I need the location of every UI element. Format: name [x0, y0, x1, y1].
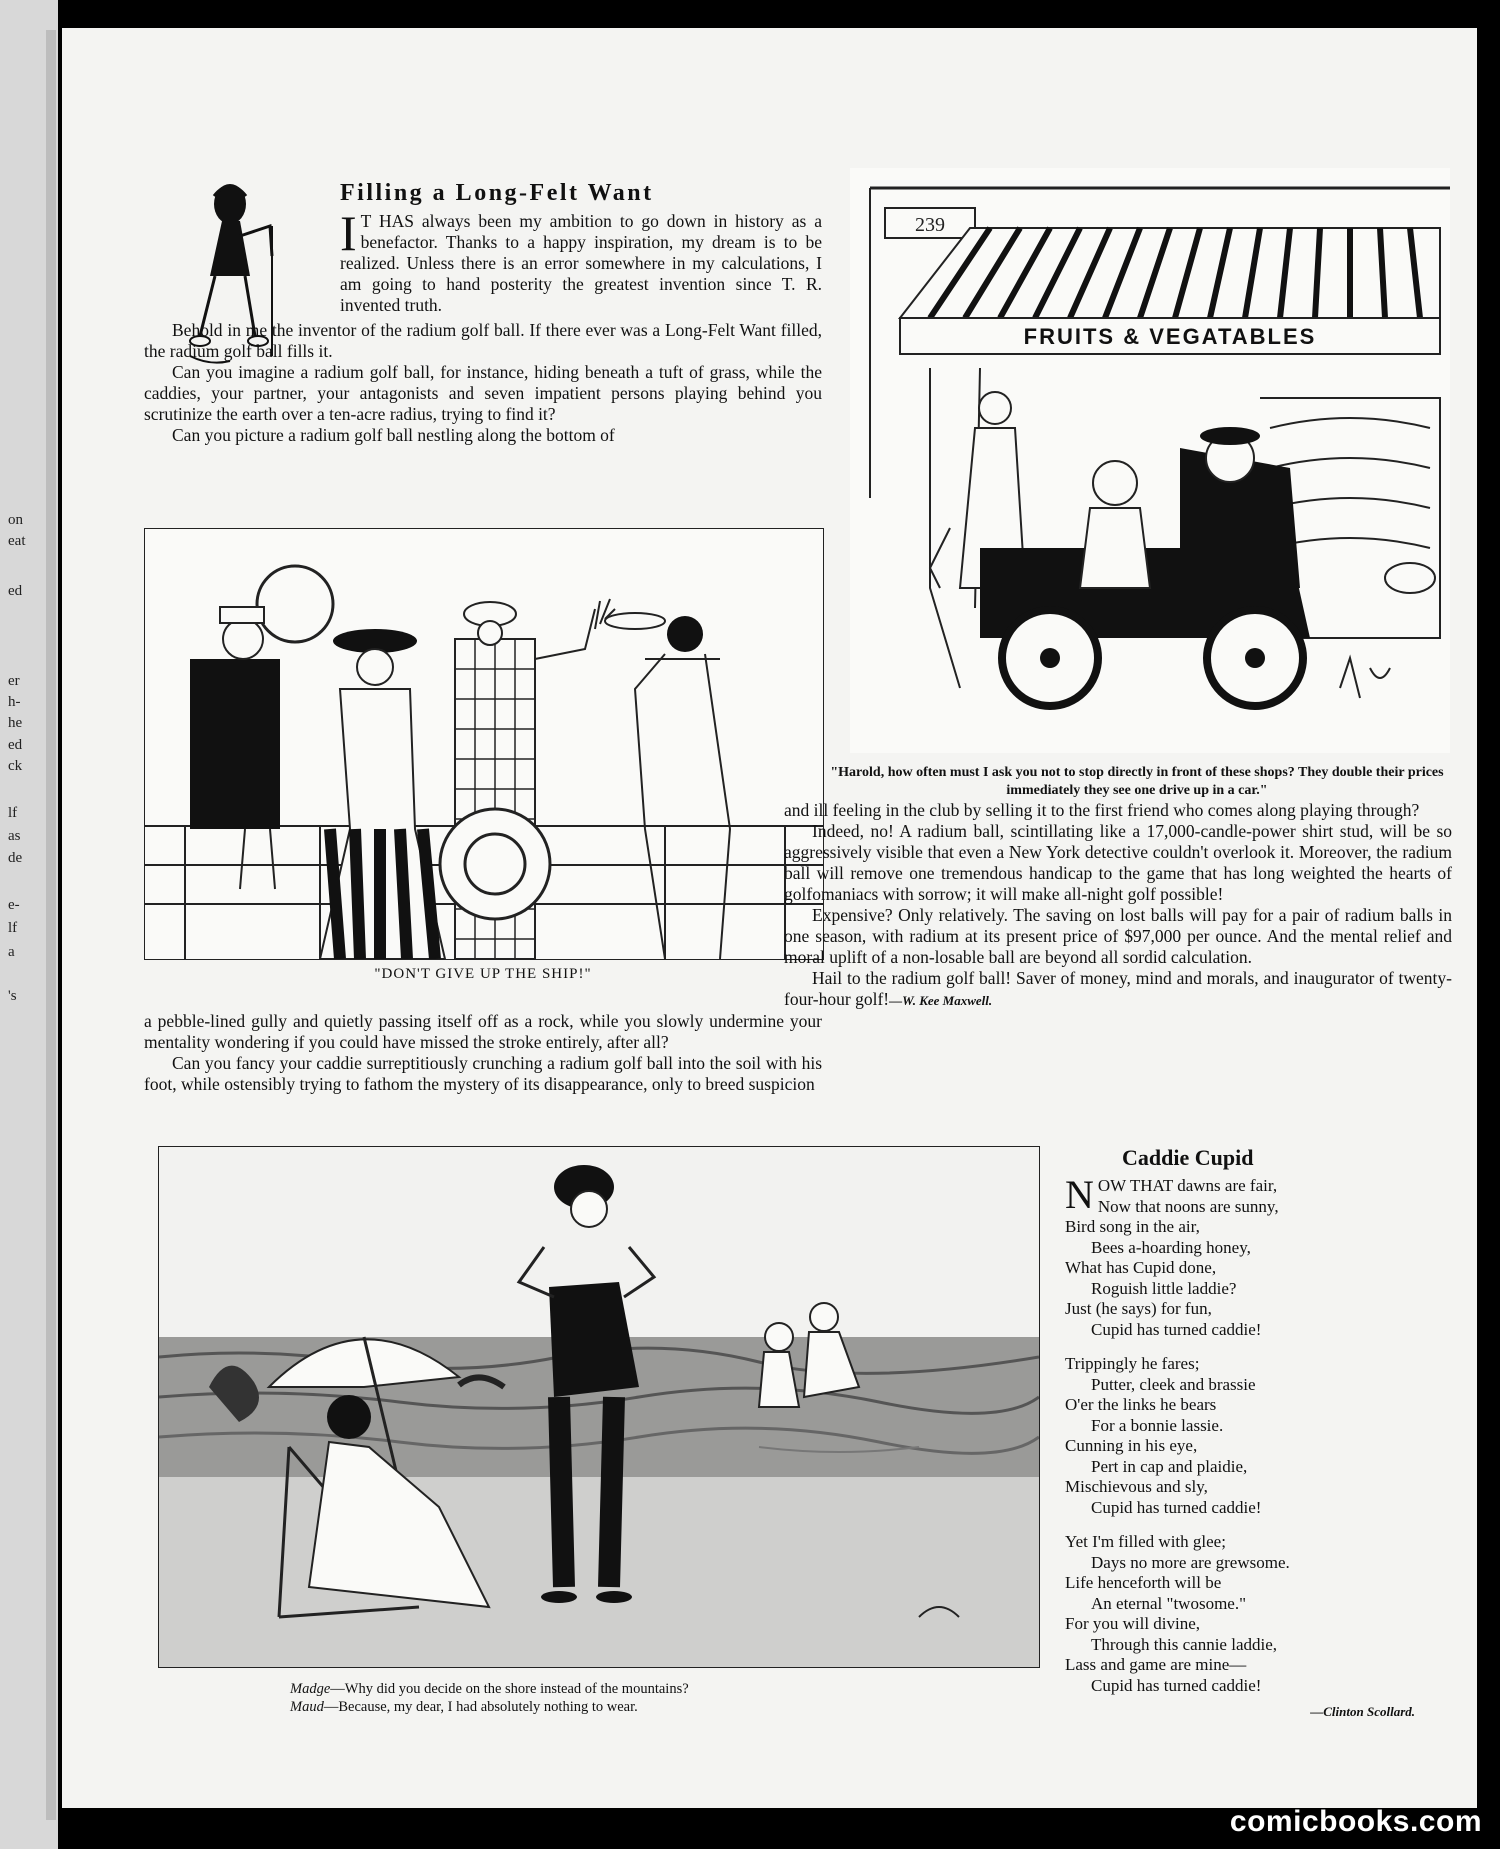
paragraph: and ill feeling in the club by selling it to the first friend who comes along playing through?: [784, 800, 1420, 820]
caption-line: [290, 1680, 1010, 1698]
fragment: de: [8, 850, 23, 866]
shop-sign: FRUITS & VEGATABLES: [1023, 324, 1317, 349]
poem-line: Cunning in his eye,: [1065, 1436, 1198, 1455]
poem-line: Pert in cap and plaidie,: [1091, 1456, 1248, 1476]
shop-number: 239: [915, 214, 945, 236]
fragment: a: [8, 944, 15, 960]
poem-line: For a bonnie lassie.: [1091, 1415, 1224, 1435]
poem-line: Cupid has turned caddie!: [1091, 1675, 1262, 1695]
paragraph: Behold in me the inventor of the radium golf ball. If there ever was a Long-Felt Want filled, the radium golf ball fills it.: [144, 320, 822, 361]
car-cartoon-caption: "Harold, how often must I ask you not to stop directly in front of these shops? They double their prices immediately they see one drive up in a car.": [830, 765, 1444, 798]
poem-line: Yet I'm filled with glee;: [1065, 1532, 1226, 1551]
poem-line: Lass and game are mine—: [1065, 1655, 1247, 1674]
poem-line: What has Cupid done,: [1065, 1258, 1217, 1277]
fragment: ed: [8, 583, 23, 599]
poem-line: Roguish little laddie?: [1091, 1278, 1237, 1298]
poem-line: Bees a-hoarding honey,: [1091, 1237, 1251, 1257]
poem-line: Life henceforth will be: [1065, 1573, 1222, 1592]
poem: [1065, 1172, 1435, 1723]
poem-line: An eternal "twosome.": [1091, 1593, 1247, 1613]
article-column-2: [784, 800, 1452, 1011]
poem-credit: —Clinton Scollard.: [1310, 1704, 1415, 1719]
article-column-1-bottom: [144, 1011, 822, 1095]
fragment: h-: [8, 694, 21, 710]
ship-cartoon: [144, 528, 824, 960]
poem-stanza-3: [1065, 1532, 1435, 1696]
poem-stanza-1: [1065, 1172, 1435, 1340]
poem-line: Just (he says) for fun,: [1065, 1299, 1212, 1318]
caption-text: —Why did you decide on the shore instead of the mountains?: [330, 1681, 689, 1697]
poem-line: Putter, cleek and brassie: [1091, 1374, 1256, 1394]
fragment: as: [8, 828, 21, 844]
poem-line: Days no more are grewsome.: [1091, 1552, 1290, 1572]
caption-line: [290, 1698, 1010, 1716]
closing-text: Hail to the radium golf ball! Saver of money, mind and morals, and inaugurator of twenty-four-hour golf!: [784, 968, 1452, 1009]
fragment: er: [8, 673, 20, 689]
fragment: lf: [8, 920, 18, 936]
paragraph: a pebble-lined gully and quietly passing itself off as a rock, while you slowly undermine your mentality wondering if you could have missed the stroke entirely, after all?: [144, 1011, 822, 1052]
speaker-name: Madge: [290, 1681, 331, 1697]
paragraph: T HAS always been my ambition to go down in history as a benefactor. Thanks to a happy inspiration, my dream is to be realized. Unless there is an error somewhere in my calculations, I am going to hand posterity the greatest invention since T. R. invented truth.: [340, 211, 822, 315]
poem-title: Caddie Cupid: [1122, 1145, 1254, 1170]
ship-deck-illustration: [145, 529, 823, 959]
drop-cap: I: [340, 205, 357, 261]
poem-line: O'er the links he bears: [1065, 1395, 1217, 1414]
fragment: ed: [8, 737, 23, 753]
grocery-car-illustration: [850, 168, 1450, 753]
poem-drop-cap: N: [1065, 1172, 1094, 1217]
paragraph: Indeed, no! A radium ball, scintillating like a 17,000-candle-power shirt stud, will be so aggressively visible that even a New York detective couldn't overlook it. Moreover, the radium ball will remove one tremendous handicap to the game that has long weighted the hearts of golfomaniacs with sorrow; it will make all-night golf possible!: [784, 821, 1452, 904]
poem-line: Now that noons are sunny,: [1097, 1196, 1279, 1216]
beach-illustration: [159, 1147, 1039, 1667]
magazine-page: [62, 28, 1477, 1808]
ship-cartoon-caption: "DON'T GIVE UP THE SHIP!": [374, 966, 592, 982]
paragraph: [784, 968, 1452, 1011]
poem-line: Through this cannie laddie,: [1091, 1634, 1278, 1654]
article-title: Filling a Long-Felt Want: [340, 180, 654, 206]
article-credit: —W. Kee Maxwell.: [889, 993, 993, 1008]
intro-first-paragraph: [340, 205, 822, 316]
fragment: 's: [8, 988, 17, 1004]
paragraph: Expensive? Only relatively. The saving on lost balls will pay for a pair of radium balls in one season, with radium at its present price of $97,000 per ounce. And the mental relief and moral uplift of a non-losable ball are beyond all sordid calculation.: [784, 905, 1452, 967]
fragment: he: [8, 715, 23, 731]
speaker-name: Maud: [290, 1699, 324, 1715]
car-cartoon: [850, 168, 1450, 753]
fragment: ck: [8, 758, 23, 774]
beach-cartoon: [158, 1146, 1040, 1668]
paragraph: Can you imagine a radium golf ball, for instance, hiding beneath a tuft of grass, while the caddies, your partner, your antagonists and seven impatient persons playing behind you scrutinize the earth over a ten-acre radius, trying to find it?: [144, 362, 822, 424]
poem-line: OW THAT dawns are fair,: [1097, 1176, 1278, 1195]
fragment: lf: [8, 805, 18, 821]
beach-cartoon-caption: [290, 1680, 1010, 1716]
poem-stanza-2: [1065, 1354, 1435, 1518]
watermark-text: comicbooks.com: [1229, 1805, 1482, 1838]
fragment: e-: [8, 897, 20, 913]
fragment: eat: [8, 533, 26, 549]
fragment: on: [8, 512, 23, 528]
article-intro: [144, 205, 822, 446]
poem-line: For you will divine,: [1065, 1614, 1201, 1633]
poem-line: Cupid has turned caddie!: [1091, 1497, 1262, 1517]
page-gutter: [46, 30, 56, 1820]
poem-line: Mischievous and sly,: [1065, 1477, 1208, 1496]
poem-line: Bird song in the air,: [1065, 1217, 1200, 1236]
poem-line: Cupid has turned caddie!: [1091, 1319, 1262, 1339]
paragraph: Can you picture a radium golf ball nestling along the bottom of: [172, 425, 615, 445]
caption-text: —Because, my dear, I had absolutely nothing to wear.: [323, 1699, 638, 1715]
paragraph: Can you fancy your caddie surreptitiously crunching a radium golf ball into the soil with his foot, while ostensibly trying to fathom the mystery of its disappearance, only to breed suspicion: [144, 1053, 822, 1094]
poem-line: Trippingly he fares;: [1065, 1354, 1200, 1373]
